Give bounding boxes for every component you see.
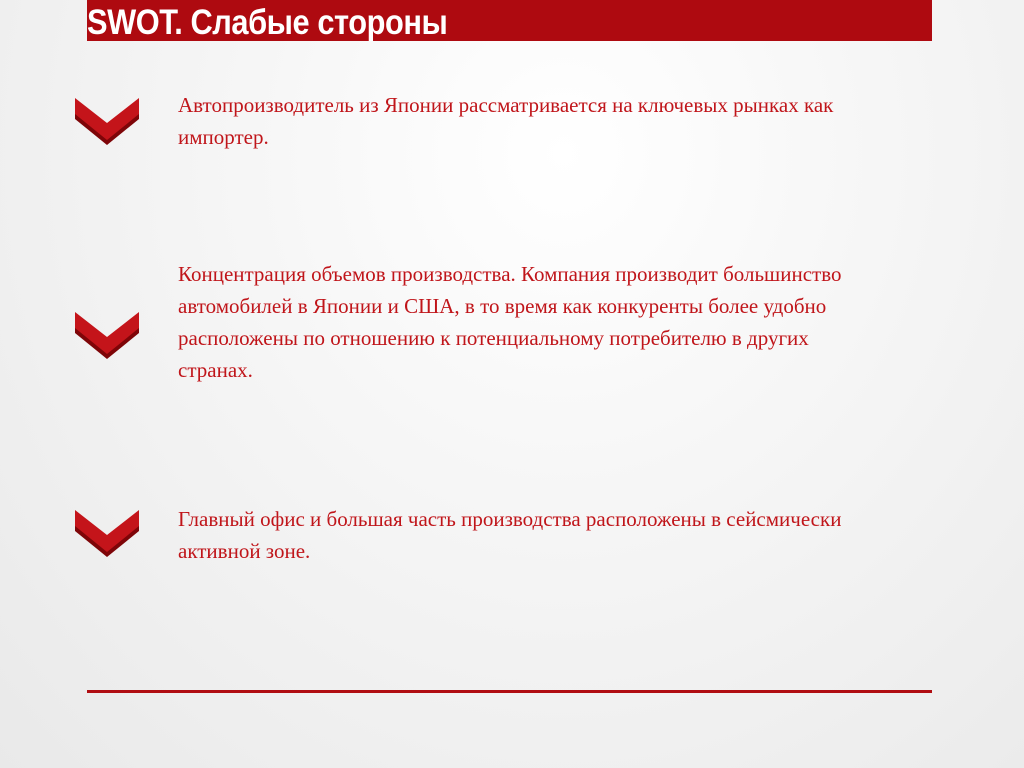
chevron-down-icon [72,306,142,362]
chevron-down-icon [72,92,142,148]
weakness-text-3: Главный офис и большая часть производства расположены в сейсмически активной зоне. [178,507,842,563]
title-bar [87,0,932,41]
weakness-text-1: Автопроизводитель из Японии рассматривается на ключевых рынках как импортер. [178,93,834,149]
chevron-down-icon [72,504,142,560]
bottom-divider [87,690,932,693]
weakness-text-2: Концентрация объемов производства. Компания производит большинство автомобилей в Японии и США, в то время как конкуренты более удобно расположены по отношению к потенциальному потребителю в других странах. [178,262,842,382]
slide-title: SWOT. Слабые стороны [87,3,448,41]
